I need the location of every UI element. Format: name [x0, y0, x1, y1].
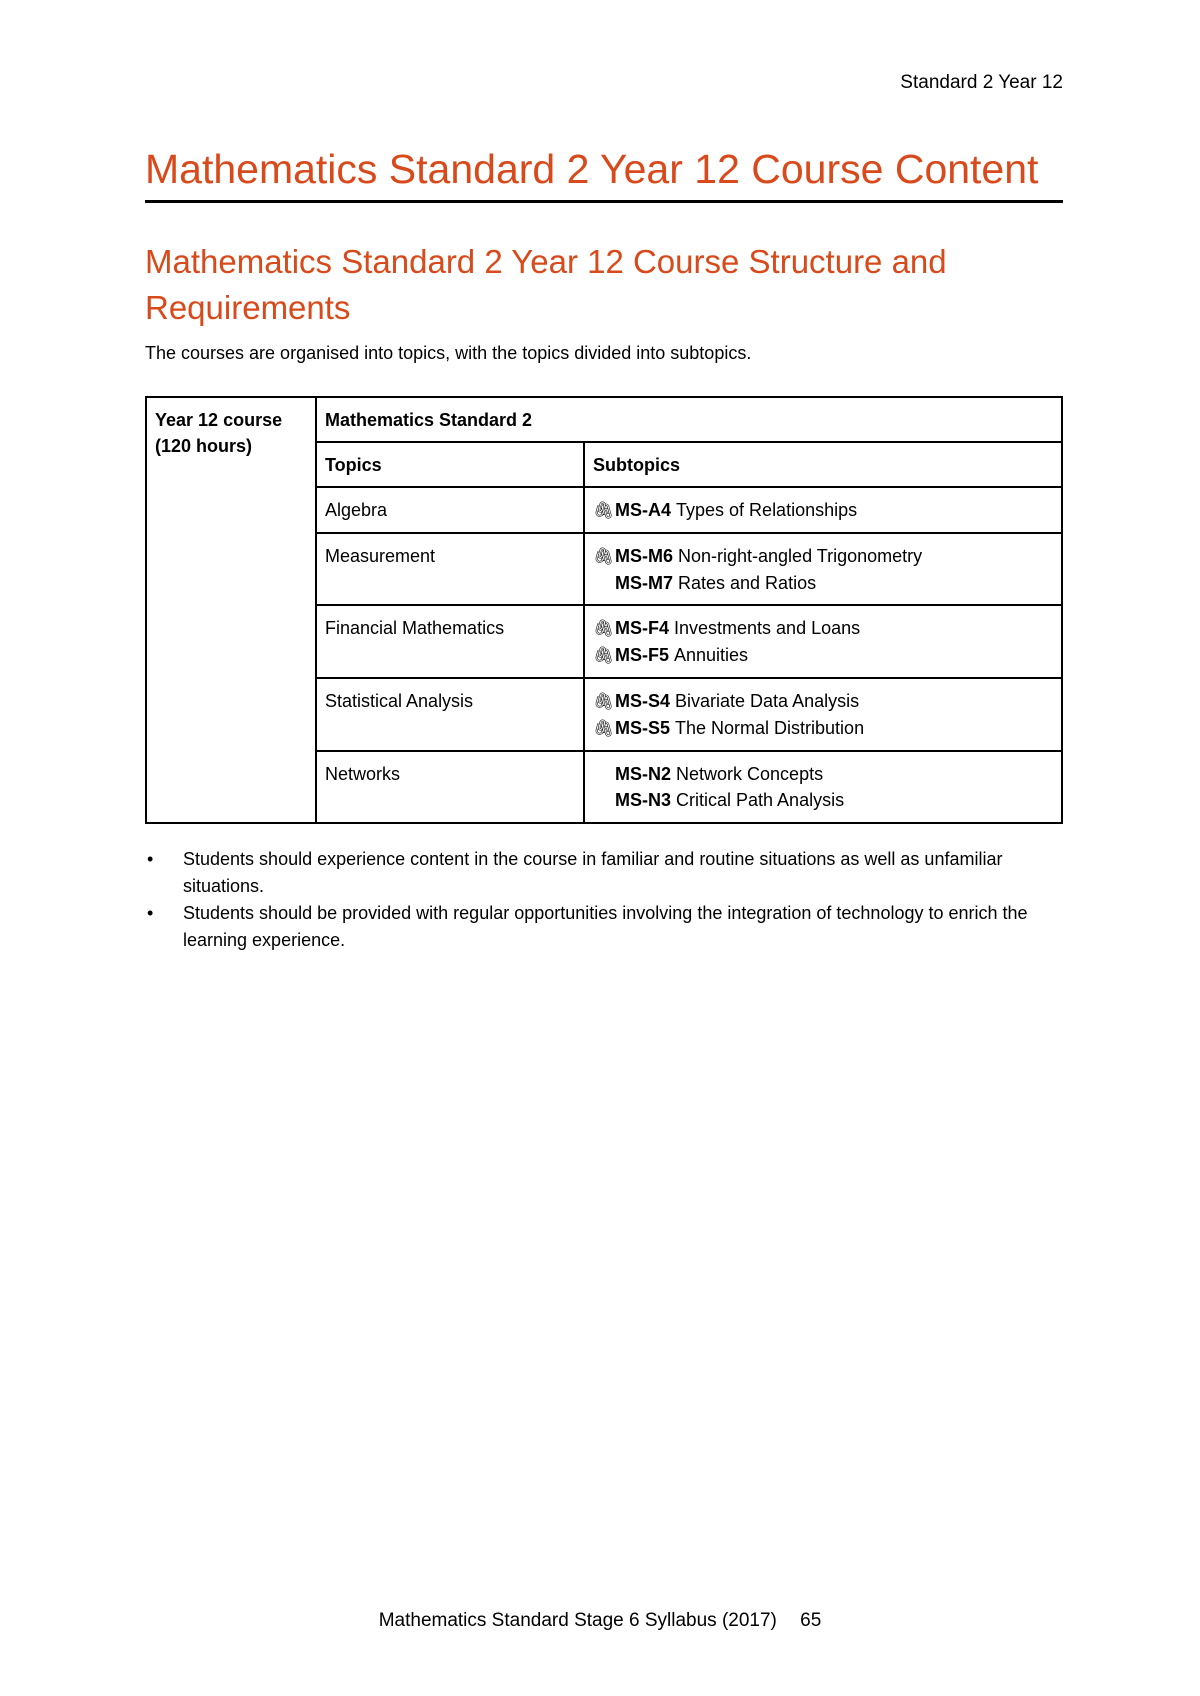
requirements-list — [145, 846, 1065, 954]
subtopic-name: Investments and Loans — [674, 618, 861, 638]
subtopic-name: The Normal Distribution — [675, 718, 865, 738]
bullet-icon: • — [147, 903, 154, 923]
subtopic-code: MS-F4 — [615, 618, 669, 638]
subtopic-item — [593, 570, 1053, 596]
intro-paragraph: The courses are organised into topics, with the topics divided into subtopics. — [145, 343, 752, 363]
subtopic-name: Bivariate Data Analysis — [675, 691, 860, 711]
subtopic-code: MS-N3 — [615, 790, 672, 810]
course-structure-table — [145, 396, 1063, 824]
subtopics-cell — [584, 487, 1062, 533]
topics-column-header: Topics — [316, 442, 584, 487]
list-item: • Students should experience content in the course in familiar and routine situations as well as unfamiliar situations. — [145, 846, 1065, 900]
subtopics-cell — [584, 605, 1062, 678]
subtopic-item — [593, 787, 1053, 813]
course-name-header: Mathematics Standard 2 — [316, 397, 1062, 442]
subtopic-code: MS-N2 — [615, 764, 672, 784]
subtopics-cell — [584, 751, 1062, 823]
topic-cell: Measurement — [316, 533, 584, 605]
subtopic-code: MS-M7 — [615, 573, 673, 593]
paperclip-icon: 🖇 — [593, 547, 615, 566]
subtopic-item — [593, 642, 1053, 669]
subtopic-code: MS-S5 — [615, 718, 671, 738]
subtopics-cell — [584, 678, 1062, 751]
paperclip-icon: 🖇 — [593, 619, 615, 638]
subtopic-code: MS-M6 — [615, 546, 673, 566]
subtopic-item — [593, 497, 1053, 524]
subtopic-item — [593, 761, 1053, 787]
subtopic-name: Annuities — [674, 645, 749, 665]
subtopics-cell — [584, 533, 1062, 605]
topic-cell: Networks — [316, 751, 584, 823]
page-title: Mathematics Standard 2 Year 12 Course Content — [145, 146, 1063, 203]
running-header: Standard 2 Year 12 — [900, 72, 1063, 93]
page-footer — [0, 1610, 1200, 1632]
subtopic-name: Types of Relationships — [676, 500, 858, 520]
subtopic-name: Network Concepts — [676, 764, 824, 784]
subtopic-code: MS-A4 — [615, 500, 672, 520]
footer-title: Mathematics Standard Stage 6 Syllabus (2017) — [378, 1610, 777, 1631]
subtopic-item — [593, 688, 1053, 715]
topic-cell: Algebra — [316, 487, 584, 533]
subtopic-code: MS-F5 — [615, 645, 669, 665]
topic-cell: Financial Mathematics — [316, 605, 584, 678]
paperclip-icon: 🖇 — [593, 646, 615, 665]
subtopics-column-header: Subtopics — [584, 442, 1062, 487]
subtopic-item — [593, 543, 1053, 570]
subtopic-code: MS-S4 — [615, 691, 671, 711]
subtopic-item — [593, 615, 1053, 642]
subtopic-name: Non-right-angled Trigonometry — [678, 546, 923, 566]
paperclip-icon: 🖇 — [593, 692, 615, 711]
year-course-label: Year 12 course — [155, 410, 283, 430]
subtopic-item — [593, 715, 1053, 742]
subtopic-name: Critical Path Analysis — [676, 790, 845, 810]
paperclip-icon: 🖇 — [593, 501, 615, 520]
list-item: • Students should be provided with regular opportunities involving the integration of technology to enrich the learning experience. — [145, 900, 1065, 954]
subtopic-name: Rates and Ratios — [678, 573, 817, 593]
section-heading: Mathematics Standard 2 Year 12 Course Structure and Requirements — [145, 243, 947, 326]
page-number: 65 — [800, 1610, 822, 1631]
year-course-hours: (120 hours) — [155, 436, 253, 456]
bullet-icon: • — [147, 849, 154, 869]
paperclip-icon: 🖇 — [593, 719, 615, 738]
topic-cell: Statistical Analysis — [316, 678, 584, 751]
year-course-cell — [146, 397, 316, 823]
